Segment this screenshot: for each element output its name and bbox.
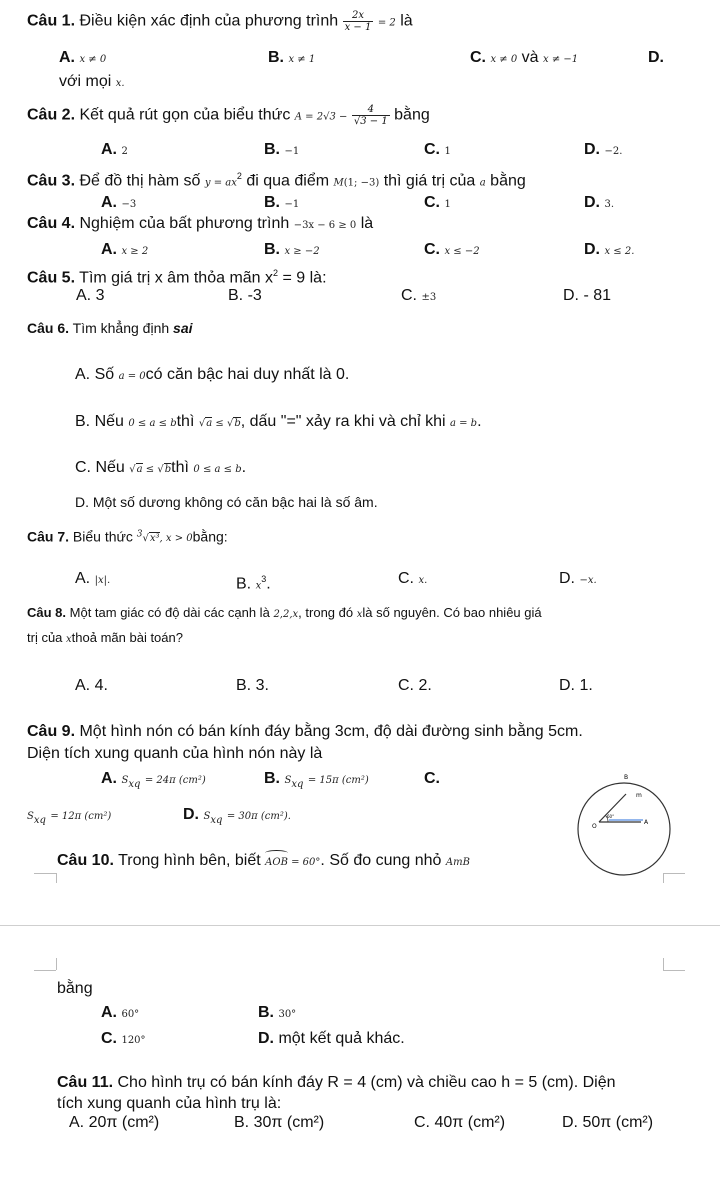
- q5-stem: Câu 5. Tìm giá trị x âm thỏa mãn $x^2 = 9$ là:: [27, 268, 327, 287]
- q5-option-b[interactable]: B. -3: [228, 287, 262, 304]
- q1-label: Câu 1.: [27, 12, 76, 30]
- q11-option-b[interactable]: B. 30π (cm²): [234, 1114, 325, 1131]
- q7-option-a[interactable]: A. |x|.: [75, 570, 111, 587]
- q5-option-a[interactable]: A. 3: [76, 287, 105, 304]
- q9-option-c-cont: $S_{xq} = 12\pi$ (cm²): [27, 811, 112, 827]
- q8-option-c[interactable]: C. 2.: [398, 677, 432, 694]
- crop-mark-br-h: [663, 970, 685, 971]
- q3-option-d[interactable]: D. 3.: [584, 194, 614, 211]
- q4-option-c[interactable]: C. x ≤ −2: [424, 241, 480, 258]
- q11-stem-line2: tích xung quanh của hình trụ là:: [57, 1095, 282, 1112]
- q1-option-b[interactable]: B. x ≠ 1: [268, 49, 316, 66]
- angle-label: 60°: [607, 814, 615, 819]
- q1-option-c[interactable]: C. x ≠ 0 và x ≠ −1: [470, 49, 579, 66]
- q10-option-d[interactable]: D. một kết quả khác.: [258, 1030, 405, 1047]
- q1-stem: [27, 10, 413, 34]
- q6-option-d[interactable]: D. Một số dương không có căn bậc hai là số âm.: [75, 494, 378, 510]
- q3-option-a[interactable]: A. −3: [101, 194, 137, 211]
- q3-stem: Câu 3. Để đồ thị hàm số $y = ax^2$ đi qua điểm M(1; −3) thì giá trị của a bằng: [27, 171, 526, 190]
- q10-option-c[interactable]: C. 120°: [101, 1030, 146, 1047]
- q9-option-d[interactable]: D. $S_{xq} = 30\pi$ (cm²).: [183, 806, 291, 827]
- label-m: m: [636, 792, 642, 799]
- q1-rhs: = 2: [377, 17, 396, 29]
- q2-option-d[interactable]: D. −2.: [584, 141, 623, 158]
- q8-option-d[interactable]: D. 1.: [559, 677, 593, 694]
- q11-stem-line1: Câu 11. Cho hình trụ có bán kính đáy R = 4 (cm) và chiều cao h = 5 (cm). Diện: [57, 1074, 616, 1091]
- q8-stem-line1: Câu 8. Một tam giác có độ dài các cạnh là 2,2,x, trong đó xlà số nguyên. Có bao nhiêu giá: [27, 605, 542, 620]
- q7-option-b[interactable]: B. $x^3$.: [236, 574, 271, 593]
- q10-option-a[interactable]: A. 60°: [101, 1004, 140, 1021]
- q8-option-a[interactable]: A. 4.: [75, 677, 108, 694]
- q10-stem-cont: bằng: [57, 980, 93, 997]
- q2-option-a[interactable]: A. 2: [101, 141, 128, 158]
- q4-option-b[interactable]: B. x ≥ −2: [264, 241, 320, 258]
- q1-option-d[interactable]: D.: [648, 49, 664, 66]
- q5-option-d[interactable]: D. - 81: [563, 287, 612, 304]
- q9-option-c[interactable]: C.: [424, 770, 440, 787]
- crop-mark-tr-h: [663, 873, 685, 874]
- q11-option-d[interactable]: D. 50π (cm²): [562, 1114, 654, 1131]
- q3-option-b[interactable]: B. −1: [264, 194, 300, 211]
- crop-mark-tr-v: [663, 873, 664, 883]
- q9-option-b[interactable]: B. $S_{xq} = 15\pi$ (cm²): [264, 770, 369, 791]
- q6-option-b[interactable]: B. Nếu 0 ≤ a ≤ bthì √a ≤ √b, dấu "=" xảy ra khi và chỉ khi a = b.: [75, 413, 482, 430]
- q1-option-a[interactable]: A. x ≠ 0: [59, 49, 107, 66]
- q2-fraction: $\frac{4}{√3 - 1}$: [353, 104, 388, 127]
- page-separator: [0, 925, 720, 926]
- q8-option-b[interactable]: B. 3.: [236, 677, 269, 694]
- q7-option-c[interactable]: C. x.: [398, 570, 428, 587]
- q6-option-c[interactable]: C. Nếu √a ≤ √bthì 0 ≤ a ≤ b.: [75, 459, 247, 476]
- q2-stem: Câu 2. Kết quả rút gọn của biểu thức A = 2√3 − $\frac{4}{√3 - 1}$ bằng: [27, 104, 430, 127]
- q1-tail: là: [400, 12, 413, 30]
- label-b: B: [624, 774, 629, 781]
- crop-mark-tl-v: [56, 873, 57, 883]
- q10-stem: Câu 10. Trong hình bên, biết AOB = 60°. Số đo cung nhỏ AmB: [57, 851, 470, 873]
- q1-option-d-cont: với mọi x.: [59, 73, 125, 90]
- crop-mark-bl-v: [56, 958, 57, 970]
- q3-option-c[interactable]: C. 1: [424, 194, 451, 211]
- crop-mark-tl-h: [34, 873, 56, 874]
- q1-text: Điều kiện xác định của phương trình: [79, 12, 339, 30]
- label-o: O: [592, 823, 597, 830]
- label-a: A: [644, 819, 649, 826]
- q6-option-a[interactable]: A. Số a = 0có căn bậc hai duy nhất là 0.: [75, 366, 350, 383]
- q6-stem: Câu 6. Tìm khẳng định sai: [27, 320, 193, 336]
- q10-option-b[interactable]: B. 30°: [258, 1004, 297, 1021]
- q2-option-b[interactable]: B. −1: [264, 141, 300, 158]
- crop-mark-bl-h: [34, 970, 56, 971]
- q9-option-a[interactable]: A. $S_{xq} = 24\pi$ (cm²): [101, 770, 206, 791]
- q2-option-c[interactable]: C. 1: [424, 141, 451, 158]
- q5-option-c[interactable]: C. ±3: [401, 287, 437, 304]
- q11-option-a[interactable]: A. 20π (cm²): [69, 1114, 160, 1131]
- q9-stem-line2: Diện tích xung quanh của hình nón này là: [27, 745, 323, 762]
- q4-option-d[interactable]: D. x ≤ 2.: [584, 241, 635, 258]
- q4-option-a[interactable]: A. x ≥ 2: [101, 241, 149, 258]
- q7-option-d[interactable]: D. −x.: [559, 570, 597, 587]
- crop-mark-br-v: [663, 958, 664, 970]
- q9-stem-line1: Câu 9. Một hình nón có bán kính đáy bằng 3cm, độ dài đường sinh bằng 5cm.: [27, 723, 583, 740]
- q4-stem: Câu 4. Nghiệm của bất phương trình −3x − 6 ≥ 0 là: [27, 215, 374, 232]
- q8-stem-line2: trị của xthoả mãn bài toán?: [27, 630, 183, 645]
- q7-stem: Câu 7. Biểu thức $^3$√x³, x > 0bằng:: [27, 528, 228, 545]
- q11-option-c[interactable]: C. 40π (cm²): [414, 1114, 506, 1131]
- q1-fraction: $\frac{2x}{x - 1}$: [344, 10, 372, 33]
